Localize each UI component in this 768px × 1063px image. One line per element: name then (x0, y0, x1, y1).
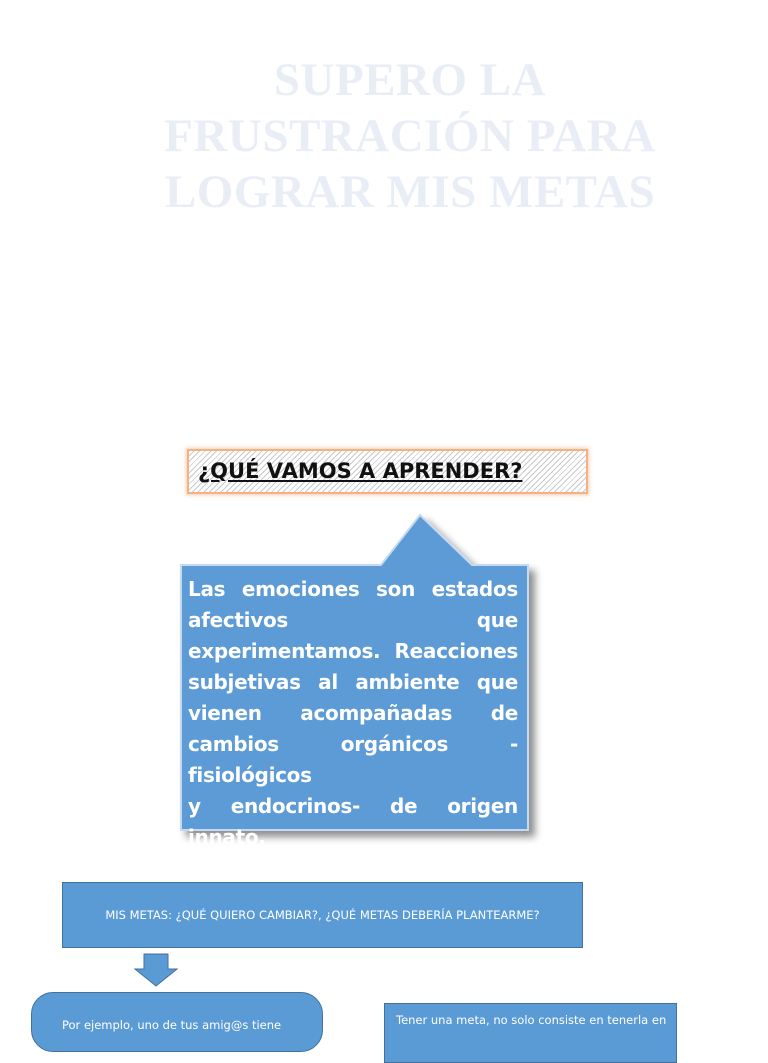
title-line-2: FRUSTRACIÓN PARA (164, 110, 656, 162)
callout-line-3: experimentamos. Reacciones (188, 639, 518, 663)
meta-definition-box (384, 1003, 677, 1063)
goals-question-box (62, 882, 583, 948)
title-line-3: LOGRAR MIS METAS (164, 166, 656, 218)
goals-question-text: MIS METAS: ¿QUÉ QUIERO CAMBIAR?, ¿QUÉ METAS DEBERÍA PLANTEARME? (105, 908, 540, 922)
meta-definition-text: Tener una meta, no solo consiste en tenerla en (396, 1013, 667, 1027)
example-text: Por ejemplo, uno de tus amig@s tiene (62, 1018, 282, 1032)
callout-line-8: innato. (188, 825, 266, 849)
callout-line-5: vienen acompañadas de (188, 701, 518, 725)
callout-line-2: afectivos que (188, 608, 518, 632)
callout-line-7: y endocrinos- de origen (188, 794, 518, 818)
callout-text (188, 574, 518, 853)
learn-heading: ¿QUÉ VAMOS A APRENDER? (198, 459, 523, 483)
title-line-1: SUPERO LA (273, 54, 547, 106)
callout-line-6: cambios orgánicos -fisiológicos (188, 732, 518, 787)
down-arrow-icon (134, 953, 178, 987)
callout-line-1: Las emociones son estados (188, 577, 518, 601)
callout-line-4: subjetivas al ambiente que (188, 670, 518, 694)
example-box (31, 992, 323, 1052)
